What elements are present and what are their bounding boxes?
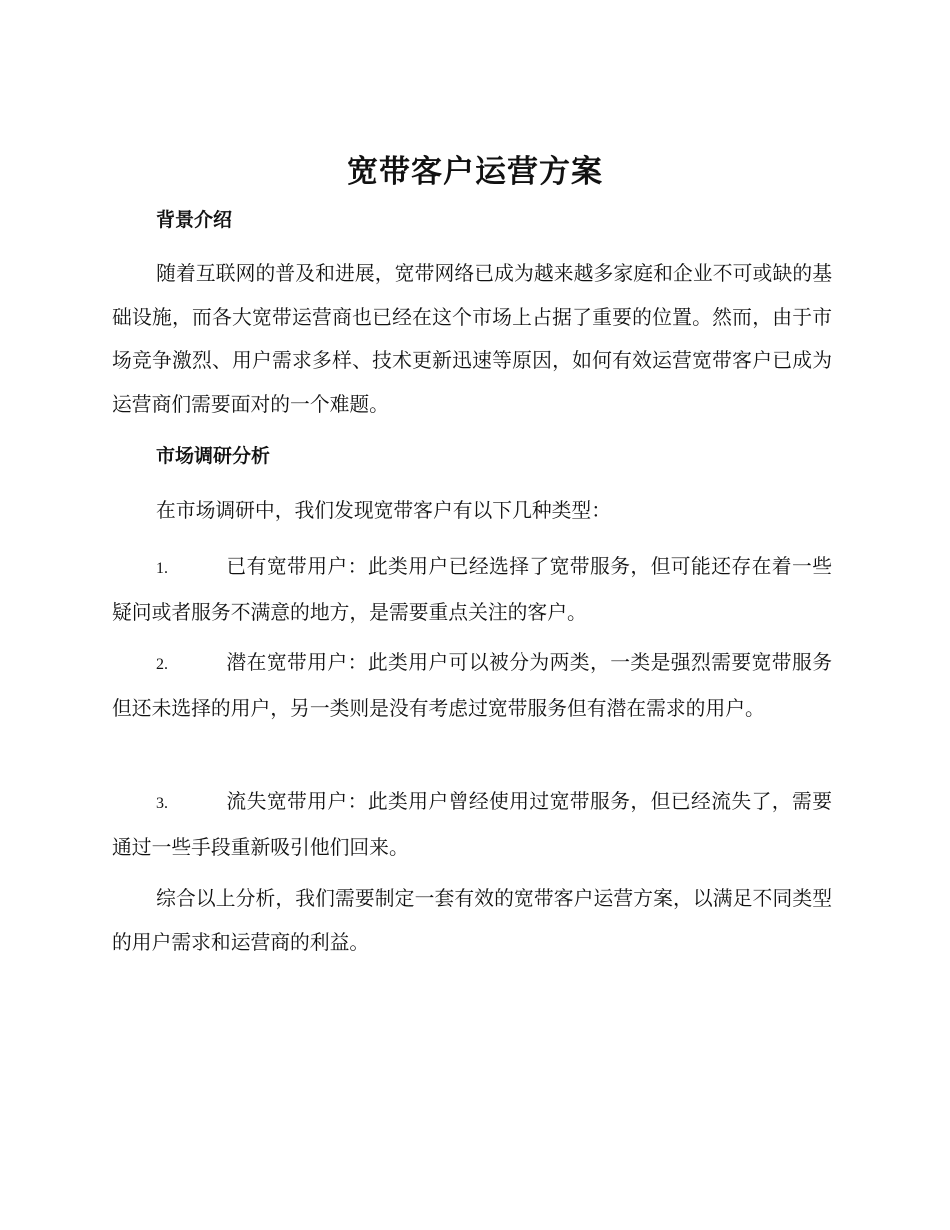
list-item-number: 2. [156,656,168,673]
list-item [112,641,832,730]
document-title: 宽带客户运营方案 [347,154,603,190]
list-item-text: 已有宽带用户：此类用户已经选择了宽带服务，但可能还存在着一些疑问或者服务不满意的地方，是需要重点关注的客户。 [112,555,832,624]
background-paragraph-text: 随着互联网的普及和进展，宽带网络已成为越来越多家庭和企业不可或缺的基础设施，而各大宽带运营商也已经在这个市场上占据了重要的位置。然而，由于市场竞争激烈、用户需求多样、技术更新迅速等原因，如何有效运营宽带客户已成为运营商们需要面对的一个难题。 [112,262,832,416]
market-research-intro-text: 在市场调研中，我们发现宽带客户有以下几种类型： [156,499,611,522]
market-research-intro [112,489,832,533]
list-item [112,545,832,634]
section-heading-market-research: 市场调研分析 [156,445,271,467]
conclusion-paragraph [112,877,832,964]
list-item-text: 流失宽带用户：此类用户曾经使用过宽带服务，但已经流失了，需要通过一些手段重新吸引他们回来。 [112,790,832,859]
list-item [112,780,832,869]
list-item-number: 3. [156,795,168,812]
section-heading-background: 背景介绍 [156,209,233,231]
background-paragraph [112,252,832,426]
list-item-number: 1. [156,560,168,577]
list-item-text: 潜在宽带用户：此类用户可以被分为两类，一类是强烈需要宽带服务但还未选择的用户，另一类则是没有考虑过宽带服务但有潜在需求的用户。 [112,651,832,720]
conclusion-paragraph-text: 综合以上分析，我们需要制定一套有效的宽带客户运营方案，以满足不同类型的用户需求和运营商的利益。 [112,887,832,954]
